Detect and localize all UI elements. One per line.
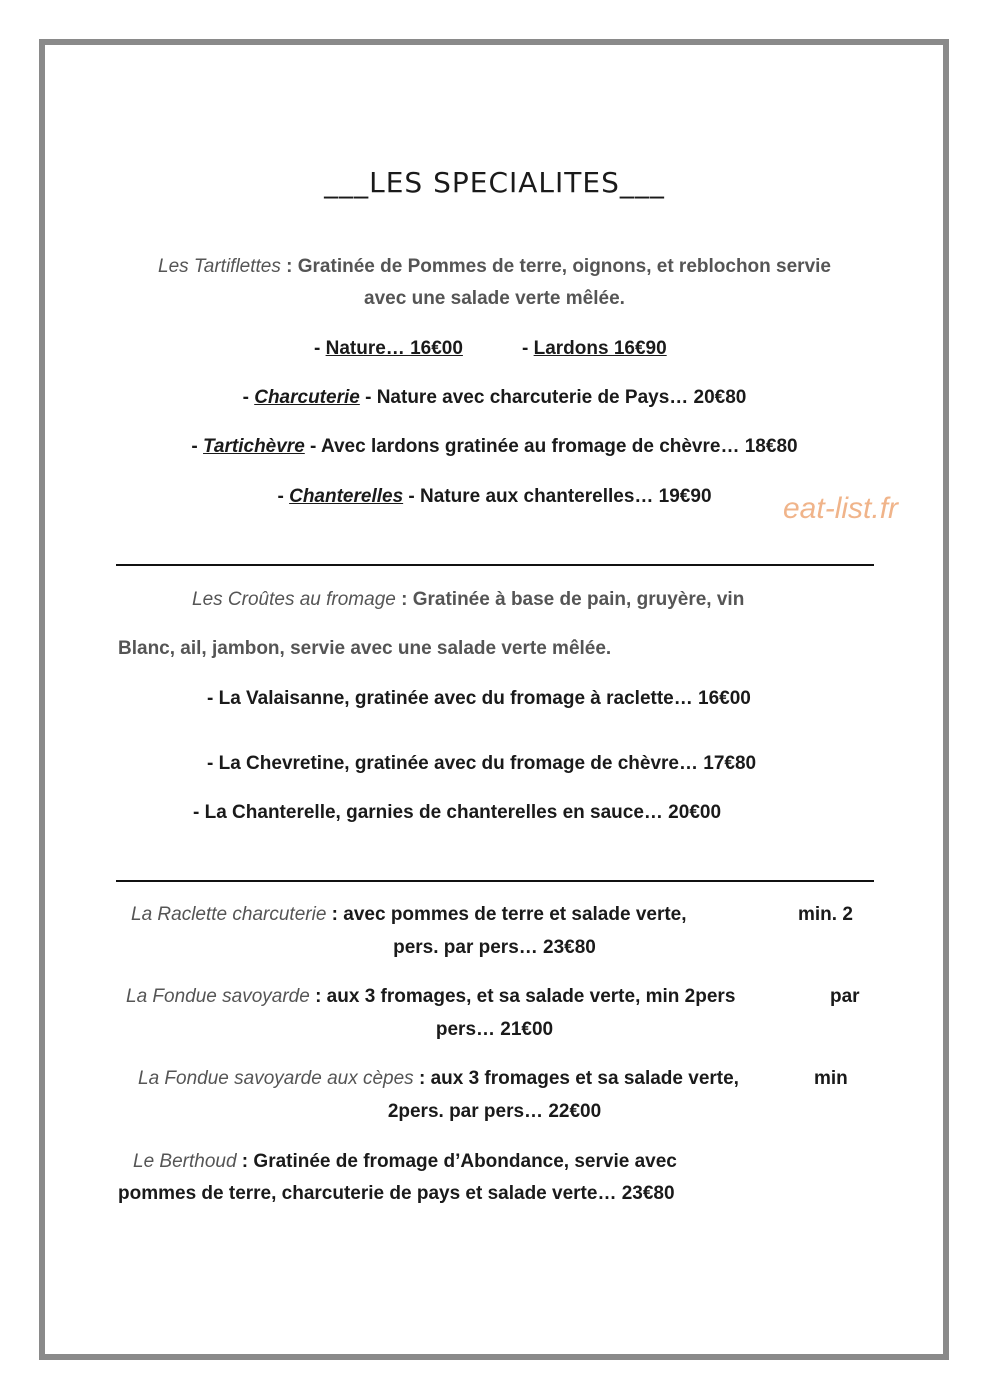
tartiflette-nature-item: - Nature… 16€00 — [314, 338, 463, 359]
fondue-line2: pers… 21€00 — [435, 1019, 554, 1040]
fondue-cepes-line1 — [138, 1068, 739, 1090]
tartichevre-item: - Tartichèvre - Avec lardons gratinée au fromage de chèvre… 18€80 — [191, 436, 798, 457]
croutes-description-line2: Blanc, ail, jambon, servie avec une salade verte mêlée. — [118, 638, 612, 659]
raclette-line2: pers. par pers… 23€80 — [393, 937, 596, 958]
watermark-logo: eat-list.fr — [783, 492, 899, 525]
chanterelles-item: - Chanterelles - Nature aux chanterelles… 19€90 — [277, 486, 712, 507]
croute-chevretine-item: - La Chevretine, gratinée avec du fromage de chèvre… 17€80 — [207, 753, 757, 774]
croutes-desc: : Gratinée à base de pain, gruyère, vin — [395, 589, 745, 610]
tartiflettes-description-line1 — [0, 256, 989, 278]
section-divider-2 — [116, 880, 874, 882]
raclette-desc: : avec pommes de terre et salade verte, — [326, 904, 687, 925]
tartiflette-nature-label: Nature… 16€00 — [325, 338, 463, 359]
chanterelles-desc: - Nature aux chanterelles… 19€90 — [403, 486, 712, 507]
tartiflette-charcuterie-item: - Charcuterie - Nature avec charcuterie de Pays… 20€80 — [242, 387, 747, 408]
fondue-line1 — [126, 986, 735, 1008]
fondue-cepes-desc: : aux 3 fromages et sa salade verte, — [413, 1068, 739, 1089]
tartichevre-desc: - Avec lardons gratinée au fromage de chèvre… 18€80 — [304, 436, 798, 457]
tartiflettes-description-line2: avec une salade verte mêlée. — [364, 288, 625, 309]
fondue-cepes-name: La Fondue savoyarde aux cèpes — [138, 1068, 414, 1089]
berthoud-desc: : Gratinée de fromage d’Abondance, servie avec — [236, 1151, 677, 1172]
croute-valaisanne-item: - La Valaisanne, gratinée avec du fromage à raclette… 16€00 — [207, 688, 751, 709]
fondue-name: La Fondue savoyarde — [126, 986, 310, 1007]
berthoud-line2: pommes de terre, charcuterie de pays et salade verte… 23€80 — [118, 1183, 675, 1204]
raclette-min: min. 2 — [798, 904, 853, 925]
section-divider-1 — [116, 564, 874, 566]
tartiflette-lardons-item: - Lardons 16€90 — [522, 338, 667, 359]
fondue-cepes-min: min — [814, 1068, 848, 1089]
berthoud-name: Le Berthoud — [133, 1151, 237, 1172]
page-title: ___LES SPECIALITES___ — [324, 166, 665, 199]
raclette-name: La Raclette charcuterie — [131, 904, 327, 925]
croutes-name: Les Croûtes au fromage — [192, 589, 396, 610]
fondue-desc: : aux 3 fromages, et sa salade verte, min 2pers — [309, 986, 736, 1007]
fondue-cepes-line2: 2pers. par pers… 22€00 — [387, 1101, 602, 1122]
fondue-par: par — [830, 986, 860, 1007]
tartiflettes-desc: : Gratinée de Pommes de terre, oignons, et reblochon servie — [280, 256, 831, 277]
tartichevre-name: Tartichèvre — [203, 436, 305, 457]
berthoud-line1 — [133, 1151, 677, 1173]
tartiflettes-name: Les Tartiflettes — [158, 256, 281, 277]
raclette-line1 — [131, 904, 687, 926]
charcuterie-name: Charcuterie — [254, 387, 360, 408]
chanterelles-name: Chanterelles — [289, 486, 404, 507]
croute-chanterelle-item: - La Chanterelle, garnies de chanterelles en sauce… 20€00 — [193, 802, 722, 823]
croutes-description-line1 — [192, 589, 744, 611]
tartiflette-lardons-label: Lardons 16€90 — [533, 338, 667, 359]
charcuterie-desc: - Nature avec charcuterie de Pays… 20€80 — [359, 387, 747, 408]
